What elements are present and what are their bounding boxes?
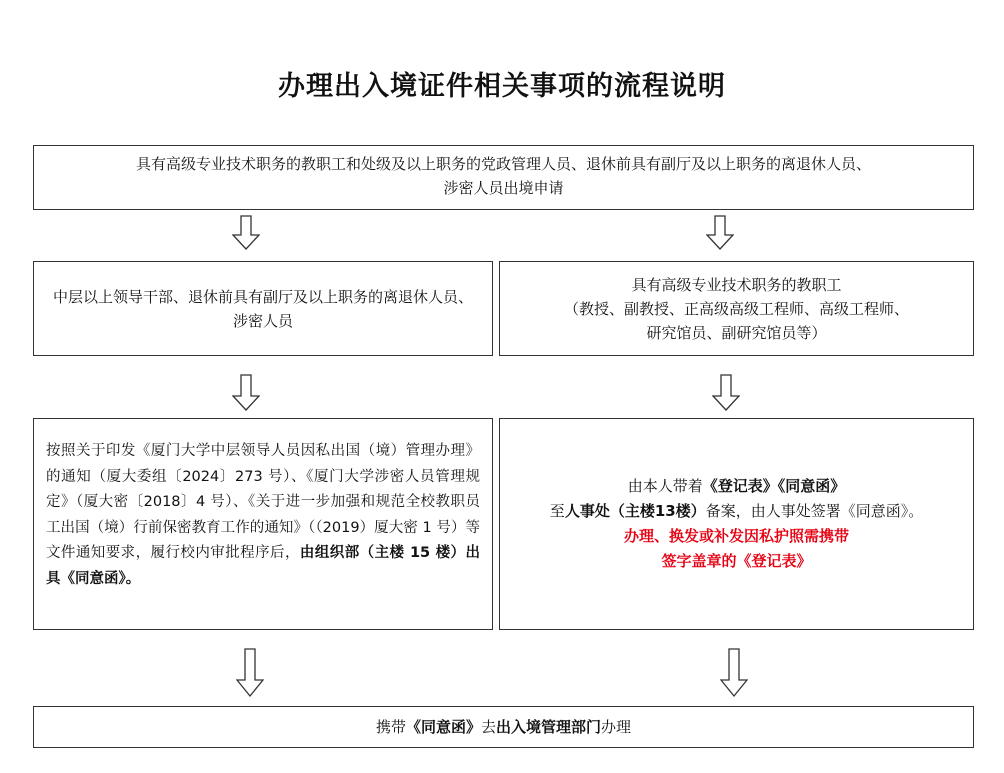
passport-note-line-2: 签字盖章的《登记表》 — [661, 552, 812, 570]
senior-staff-category-box — [499, 261, 974, 356]
down-arrow-icon — [720, 648, 748, 698]
hr-procedure-line-2-suffix: 备案，由人事处签署《同意函》。 — [705, 502, 924, 520]
hr-procedure-line-1-text: 由本人带着 — [627, 477, 703, 495]
final-step-prefix: 携带 — [375, 718, 406, 736]
hr-procedure-line-1 — [628, 474, 846, 499]
leaders-category-text: 中层以上领导干部、退休前具有副厅及以上职务的离退休人员、涉密人员 — [52, 287, 473, 330]
down-arrow-icon — [232, 215, 260, 251]
senior-staff-line-1: 具有高级专业技术职务的教职工 — [631, 275, 842, 294]
hr-dept-procedure-box — [499, 418, 974, 630]
final-step-text — [376, 715, 631, 739]
application-line-2: 涉密人员出境申请 — [443, 179, 564, 197]
leaders-category-box — [33, 261, 493, 356]
down-arrow-icon — [706, 215, 734, 251]
organization-consent-letter-text: 由组织部（主楼 15 楼）出具《同意函》。 — [46, 545, 480, 587]
down-arrow-icon — [712, 374, 740, 412]
senior-staff-line-2: （教授、副教授、正高级高级工程师、高级工程师、 — [563, 299, 909, 318]
down-arrow-icon — [232, 374, 260, 412]
final-step-consent-letter: 《同意函》 — [405, 718, 481, 736]
passport-note-line-1: 办理、换发或补发因私护照需携带 — [623, 527, 849, 545]
final-step-middle: 去 — [480, 718, 496, 736]
organization-procedure-text: 按照关于印发《厦门大学中层领导人员因私出国（境）管理办理》的通知（厦大委组〔2024〕273 号）、《厦门大学涉密人员管理规定》（厦大密〔2018〕4 号）、《关于进一步加强和规范全校教职员工出国（境）行前保密教育工作的通知》（（2019）厦大密 1 号）等文件通知要求，履行校内审批程序后， — [46, 443, 480, 561]
hr-procedure-forms-text: 《登记表》《同意函》 — [702, 477, 846, 495]
senior-staff-line-3: 研究馆员、副研究馆员等） — [646, 323, 827, 342]
final-step-box — [33, 706, 974, 748]
page-title: 办理出入境证件相关事项的流程说明 — [278, 71, 726, 102]
final-step-immigration-dept: 出入境管理部门 — [496, 718, 602, 736]
organization-dept-procedure-box — [33, 418, 493, 630]
final-step-suffix: 办理 — [601, 718, 632, 736]
down-arrow-icon — [236, 648, 264, 698]
hr-office-location-text: 人事处（主楼13楼） — [564, 502, 706, 520]
hr-procedure-line-2-prefix: 至 — [549, 502, 565, 520]
hr-procedure-line-2 — [550, 499, 923, 524]
application-line-1: 具有高级专业技术职务的教职工和处级及以上职务的党政管理人员、退休前具有副厅及以上职务的离退休人员、 — [135, 155, 871, 173]
application-box — [33, 145, 974, 210]
